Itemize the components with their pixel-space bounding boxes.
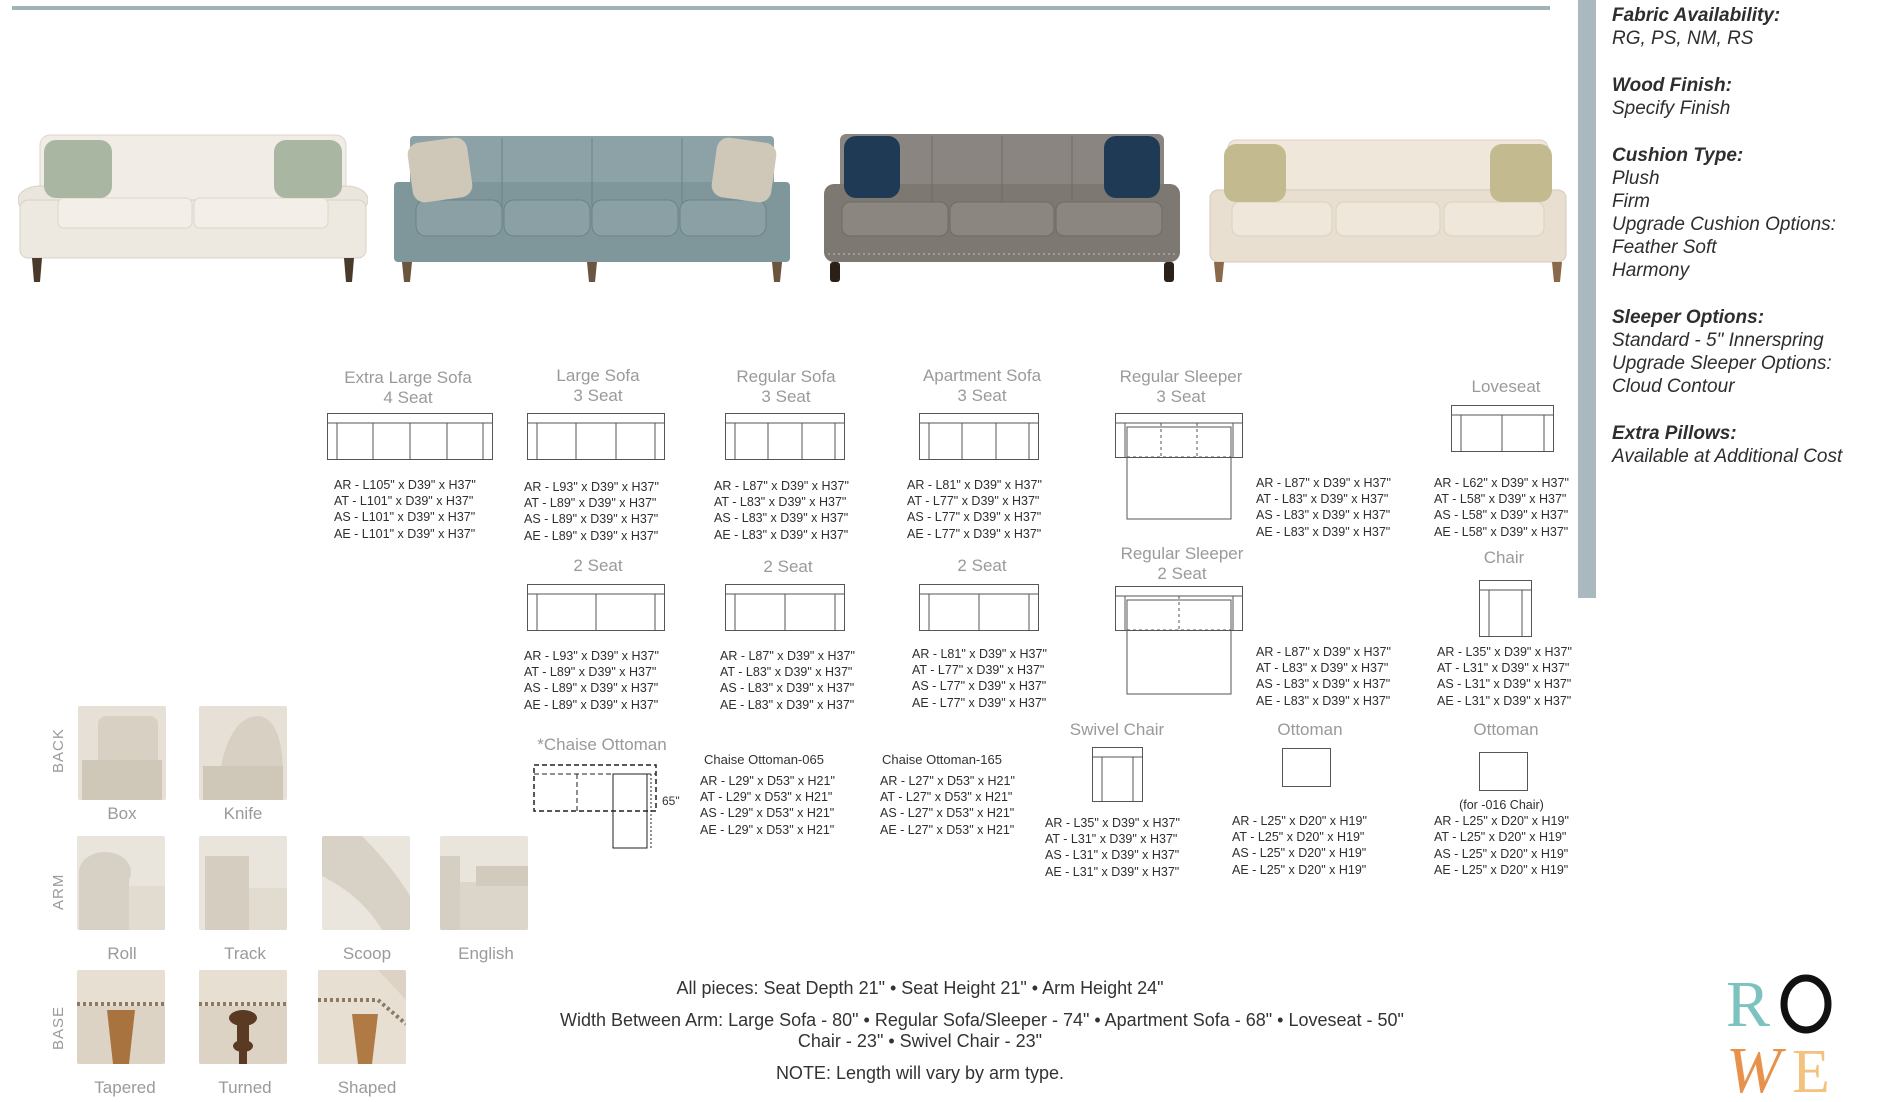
chair-title	[1394, 548, 1614, 568]
large-2seat-title-1: 2 Seat	[573, 556, 623, 575]
dim-line: AS - L89" x D39" x H37"	[524, 512, 659, 527]
chaise-depth-label: 65"	[662, 794, 680, 808]
back-knife-swatch	[199, 706, 287, 800]
large-sofa-diagram	[527, 413, 665, 461]
sleeper-line: Standard - 5" Innerspring	[1612, 330, 1824, 351]
pillows-value: Available at Additional Cost	[1612, 446, 1843, 467]
fabric-value: RG, PS, NM, RS	[1612, 28, 1754, 49]
dim-line: AS - L83" x D39" x H37"	[720, 681, 855, 696]
dim-line: AS - L29" x D53" x H21"	[700, 806, 835, 821]
dim-line: AS - L25" x D20" x H19"	[1232, 846, 1367, 861]
cushion-line: Plush	[1612, 168, 1660, 189]
base-shaped-swatch	[318, 970, 406, 1064]
dim-line: AE - L83" x D39" x H37"	[1256, 693, 1391, 708]
dim-line: AS - L27" x D53" x H21"	[880, 806, 1015, 821]
cushion-group	[1612, 144, 1882, 282]
ottoman-016-title	[1396, 720, 1616, 740]
cushion-line: Harmony	[1612, 260, 1690, 281]
xl-sofa-title	[298, 368, 518, 408]
specs-panel	[1612, 4, 1882, 492]
cushion-line: Upgrade Cushion Options:	[1612, 214, 1836, 235]
pillows-group	[1612, 422, 1882, 468]
chaise-165-dims	[880, 773, 1015, 838]
sleeper-3-title-2: 3 Seat	[1156, 387, 1206, 406]
large-sofa-title	[488, 366, 708, 406]
apartment-sofa-diagram	[919, 413, 1039, 461]
xl-sofa-title-1: Extra Large Sofa	[344, 368, 472, 387]
sofa-photo-blue-track-arm	[392, 134, 792, 284]
large-2seat-dims	[524, 648, 659, 713]
dim-line: AR - L27" x D53" x H21"	[880, 774, 1015, 788]
sleeper-2-title	[1072, 544, 1292, 584]
dim-line: AS - L83" x D39" x H37"	[1256, 677, 1391, 692]
swivel-chair-title	[1007, 720, 1227, 740]
xl-sofa-title-2: 4 Seat	[383, 388, 433, 407]
dim-line: AT - L58" x D39" x H37"	[1434, 492, 1567, 507]
large-2seat-diagram	[527, 584, 665, 632]
base-tapered-swatch	[77, 970, 165, 1064]
loveseat-title	[1396, 377, 1616, 397]
xl-sofa-diagram	[327, 413, 493, 461]
dim-line: AT - L31" x D39" x H37"	[1045, 832, 1178, 847]
dim-line: AE - L29" x D53" x H21"	[700, 822, 835, 837]
dim-line: AR - L105" x D39" x H37"	[334, 478, 476, 492]
dim-line: AT - L77" x D39" x H37"	[907, 494, 1040, 509]
apartment-2seat-title-1: 2 Seat	[957, 556, 1007, 575]
fabric-heading: Fabric Availability:	[1612, 5, 1781, 26]
dim-line: AR - L25" x D20" x H19"	[1434, 814, 1569, 829]
apartment-sofa-title-2: 3 Seat	[957, 386, 1007, 405]
loveseat-diagram	[1451, 405, 1555, 453]
apartment-2seat-dims	[912, 646, 1047, 711]
rowe-logo	[1726, 970, 1846, 1095]
sofa-photo-cream-roll-arm	[18, 130, 368, 285]
dim-line: AR - L25" x D20" x H19"	[1232, 814, 1367, 828]
svg-text:R: R	[1726, 970, 1771, 1041]
side-bar	[1578, 0, 1596, 598]
dim-line: AS - L89" x D39" x H37"	[524, 681, 659, 696]
dim-line: AS - L58" x D39" x H37"	[1434, 508, 1569, 523]
footer-line-1: All pieces: Seat Depth 21" • Seat Height 21" • Arm Height 24"	[676, 978, 1164, 998]
sleeper-3-title-1: Regular Sleeper	[1119, 367, 1243, 386]
dim-line: AT - L83" x D39" x H37"	[1256, 492, 1389, 507]
sleeper-3-title	[1071, 367, 1291, 407]
back-knife-label: Knife	[223, 804, 263, 823]
chaise-ottoman-title	[492, 735, 712, 755]
regular-2seat-diagram	[725, 584, 845, 632]
sleeper-line: Upgrade Sleeper Options:	[1612, 353, 1832, 374]
arm-scoop-label: Scoop	[342, 944, 392, 963]
ottoman-diagram	[1282, 748, 1332, 788]
ottoman-title	[1200, 720, 1420, 740]
large-2seat-title	[488, 556, 708, 576]
svg-text:W: W	[1726, 1034, 1781, 1095]
swivel-chair-title-1: Swivel Chair	[1069, 720, 1165, 739]
dim-line: AS - L31" x D39" x H37"	[1045, 848, 1180, 863]
base-label: BASE	[50, 1005, 67, 1050]
sleeper-2-dims	[1256, 644, 1391, 709]
regular-2seat-dims	[720, 648, 855, 713]
dim-line: AR - L87" x D39" x H37"	[720, 649, 855, 663]
dim-line: AT - L83" x D39" x H37"	[720, 665, 853, 680]
chaise-ottoman-diagram	[533, 764, 683, 850]
cushion-line: Feather Soft	[1612, 237, 1717, 258]
dim-line: AR - L93" x D39" x H37"	[524, 649, 659, 663]
back-box-label: Box	[107, 804, 137, 823]
large-sofa-dims	[524, 479, 659, 544]
dim-line: AT - L29" x D53" x H21"	[700, 790, 833, 805]
arm-roll-label: Roll	[107, 944, 137, 963]
dim-line: AE - L31" x D39" x H37"	[1437, 693, 1572, 708]
dim-line: AE - L27" x D53" x H21"	[880, 822, 1015, 837]
dim-line: AE - L83" x D39" x H37"	[714, 527, 849, 542]
regular-sofa-title	[676, 367, 896, 407]
base-shaped-label: Shaped	[337, 1078, 397, 1097]
arm-roll-swatch	[77, 836, 165, 930]
cushion-line: Firm	[1612, 191, 1650, 212]
ottoman-title-1: Ottoman	[1277, 720, 1343, 739]
dim-line: AE - L83" x D39" x H37"	[1256, 524, 1391, 539]
dim-line: AE - L25" x D20" x H19"	[1232, 862, 1367, 877]
back-label: BACK	[50, 728, 67, 773]
chair-dims	[1437, 644, 1572, 709]
dim-line: AT - L83" x D39" x H37"	[1256, 661, 1389, 676]
dim-line: AT - L77" x D39" x H37"	[912, 663, 1045, 678]
dim-line: AR - L81" x D39" x H37"	[907, 478, 1042, 492]
ottoman-016-title-1: Ottoman	[1473, 720, 1539, 739]
wood-heading: Wood Finish:	[1612, 75, 1732, 96]
ottoman-dims	[1232, 813, 1367, 878]
dim-line: AE - L58" x D39" x H37"	[1434, 524, 1569, 539]
dim-line: AE - L83" x D39" x H37"	[720, 697, 855, 712]
chair-title-1: Chair	[1483, 548, 1525, 567]
regular-2seat-title	[678, 557, 898, 577]
xl-sofa-dims	[334, 477, 476, 542]
dim-line: AS - L31" x D39" x H37"	[1437, 677, 1572, 692]
loveseat-dims	[1434, 475, 1569, 540]
chaise-165-title: Chaise Ottoman-165	[882, 752, 1002, 767]
cushion-heading: Cushion Type:	[1612, 145, 1744, 166]
sleeper-3-dims	[1256, 475, 1391, 540]
sleeper-3-diagram	[1115, 413, 1245, 521]
base-tapered-label: Tapered	[94, 1078, 156, 1097]
arm-track-label: Track	[224, 944, 266, 963]
dim-line: AS - L83" x D39" x H37"	[714, 511, 849, 526]
dim-line: AR - L87" x D39" x H37"	[714, 479, 849, 493]
footer-line-4: NOTE: Length will vary by arm type.	[775, 1063, 1065, 1083]
dim-line: AS - L25" x D20" x H19"	[1434, 846, 1569, 861]
dim-line: AT - L89" x D39" x H37"	[524, 665, 657, 680]
ottoman-016-dims	[1434, 797, 1569, 878]
apartment-2seat-diagram	[919, 584, 1039, 632]
regular-sofa-title-1: Regular Sofa	[736, 367, 836, 386]
swivel-chair-diagram	[1092, 747, 1144, 803]
sleeper-group	[1612, 306, 1882, 398]
base-turned-label: Turned	[218, 1078, 272, 1097]
apartment-sofa-dims	[907, 477, 1042, 542]
sleeper-heading: Sleeper Options:	[1612, 307, 1765, 328]
dim-line: AE - L101" x D39" x H37"	[334, 526, 476, 541]
dim-line: AR - L29" x D53" x H21"	[700, 774, 835, 788]
chair-diagram	[1479, 580, 1533, 638]
dim-line: AR - L62" x D39" x H37"	[1434, 476, 1569, 490]
back-box-swatch	[78, 706, 166, 800]
apartment-sofa-title	[872, 366, 1092, 406]
dim-line: AR - L81" x D39" x H37"	[912, 647, 1047, 661]
dim-line: AR - L93" x D39" x H37"	[524, 480, 659, 494]
dim-line: AT - L89" x D39" x H37"	[524, 496, 657, 511]
sleeper-2-title-1: Regular Sleeper	[1120, 544, 1244, 563]
arm-track-swatch	[199, 836, 287, 930]
base-turned-swatch	[199, 970, 287, 1064]
wood-group	[1612, 74, 1882, 120]
arm-label: ARM	[50, 873, 67, 910]
dim-line: AR - L87" x D39" x H37"	[1256, 645, 1391, 659]
regular-sofa-title-2: 3 Seat	[761, 387, 811, 406]
dim-line: AS - L101" x D39" x H37"	[334, 510, 476, 525]
chaise-ottoman-title-1: *Chaise Ottoman	[537, 735, 667, 754]
fabric-group	[1612, 4, 1882, 50]
dim-line: AE - L89" x D39" x H37"	[524, 697, 659, 712]
arm-english-swatch	[440, 836, 528, 930]
footer-line-3: Chair - 23" • Swivel Chair - 23"	[797, 1031, 1043, 1051]
sleeper-line: Cloud Contour	[1612, 376, 1735, 397]
loveseat-title-1: Loveseat	[1471, 377, 1541, 396]
sofa-photo-natural-english-arm	[1208, 136, 1568, 284]
sleeper-2-diagram	[1115, 586, 1245, 696]
dim-line: AT - L101" x D39" x H37"	[334, 494, 474, 509]
ottoman-016-diagram	[1479, 752, 1529, 792]
dim-line: AT - L25" x D20" x H19"	[1434, 830, 1567, 845]
dim-line: AT - L83" x D39" x H37"	[714, 495, 847, 510]
arm-english-label: English	[458, 944, 514, 963]
dim-line: AE - L77" x D39" x H37"	[907, 526, 1042, 541]
dim-line: AS - L83" x D39" x H37"	[1256, 508, 1391, 523]
footer-line-2: Width Between Arm: Large Sofa - 80" • Regular Sofa/Sleeper - 74" • Apartment Sofa - 68" • Loveseat - 50"	[560, 1010, 1404, 1030]
dim-line: AR - L87" x D39" x H37"	[1256, 476, 1391, 490]
swivel-chair-dims	[1045, 815, 1180, 880]
regular-sofa-diagram	[725, 413, 845, 461]
dim-line: AE - L31" x D39" x H37"	[1045, 864, 1180, 879]
wood-value: Specify Finish	[1612, 98, 1731, 119]
arm-scoop-swatch	[322, 836, 410, 930]
sofa-photo-gray-scoop-arm	[822, 132, 1182, 284]
dim-line: AT - L25" x D20" x H19"	[1232, 830, 1365, 845]
svg-text:E: E	[1792, 1038, 1830, 1095]
sleeper-2-title-2: 2 Seat	[1157, 564, 1207, 583]
chaise-065-title: Chaise Ottoman-065	[704, 752, 824, 767]
top-rule	[12, 6, 1550, 10]
dim-line: AR - L35" x D39" x H37"	[1045, 816, 1180, 830]
regular-2seat-title-1: 2 Seat	[763, 557, 813, 576]
dim-line: AS - L77" x D39" x H37"	[907, 510, 1042, 525]
apartment-sofa-title-1: Apartment Sofa	[922, 366, 1042, 385]
chaise-065-dims	[700, 773, 835, 838]
apartment-2seat-title	[872, 556, 1092, 576]
dim-line: AE - L89" x D39" x H37"	[524, 528, 659, 543]
dim-line: AT - L31" x D39" x H37"	[1437, 661, 1570, 676]
pillows-heading: Extra Pillows:	[1612, 423, 1737, 444]
large-sofa-title-1: Large Sofa	[556, 366, 640, 385]
large-sofa-title-2: 3 Seat	[573, 386, 623, 405]
dim-line: AE - L25" x D20" x H19"	[1434, 862, 1569, 877]
dim-line: AT - L27" x D53" x H21"	[880, 790, 1013, 805]
dim-line: AS - L77" x D39" x H37"	[912, 679, 1047, 694]
regular-sofa-dims	[714, 478, 849, 543]
ottoman-016-note: (for -016 Chair)	[1459, 798, 1544, 812]
dim-line: AE - L77" x D39" x H37"	[912, 695, 1047, 710]
dim-line: AR - L35" x D39" x H37"	[1437, 645, 1572, 659]
